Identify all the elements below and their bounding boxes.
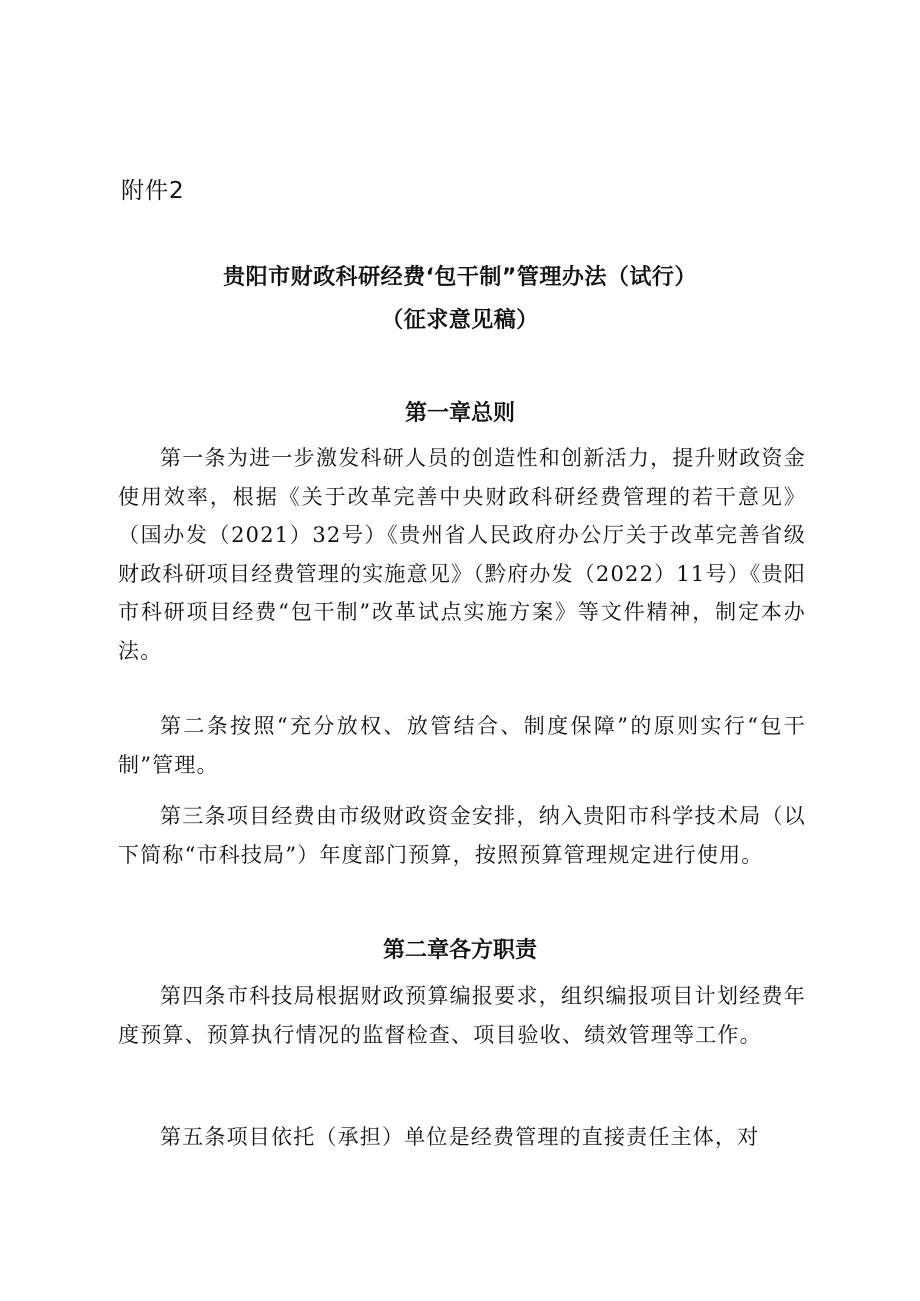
document-subtitle: （征求意见稿） (381, 308, 539, 333)
chapter-heading: 第二章各方职责 (382, 938, 537, 963)
article-paragraph: 第五条项目依托（承担）单位是经费管理的直接责任主体，对 (160, 1125, 760, 1149)
article-paragraph: 第三条项目经费由市级财政资金安排，纳入贵阳市科学技术局（以下简称“市科技局”）年度部门预算，按照预算管理规定进行使用。 (118, 804, 806, 867)
article-paragraph: 第四条市科技局根据财政预算编报要求，组织编报项目计划经费年度预算、预算执行情况的监督检查、项目验收、绩效管理等工作。 (118, 984, 806, 1047)
chapter-heading: 第一章总则 (404, 401, 515, 426)
attachment-label: 附件2 (121, 178, 185, 204)
article-paragraph: 第一条为进一步激发科研人员的创造性和创新活力，提升财政资金使用效率，根据《关于改革完善中央财政科研经费管理的若干意见》（国办发（2021）32号）《贵州省人民政府办公厅关于改革完善省级财政科研项目经费管理的实施意见》（黔府办发（2022）11号）《贵阳市科研项目经费“包干制”改革试点实施方案》等文件精神，制定本办法。 (118, 446, 806, 663)
article-paragraph: 第二条按照“充分放权、放管结合、制度保障”的原则实行“包干制”管理。 (118, 714, 806, 777)
document-title: 贵阳市财政科研经费‘包干制”管理办法（试行） (223, 265, 697, 290)
